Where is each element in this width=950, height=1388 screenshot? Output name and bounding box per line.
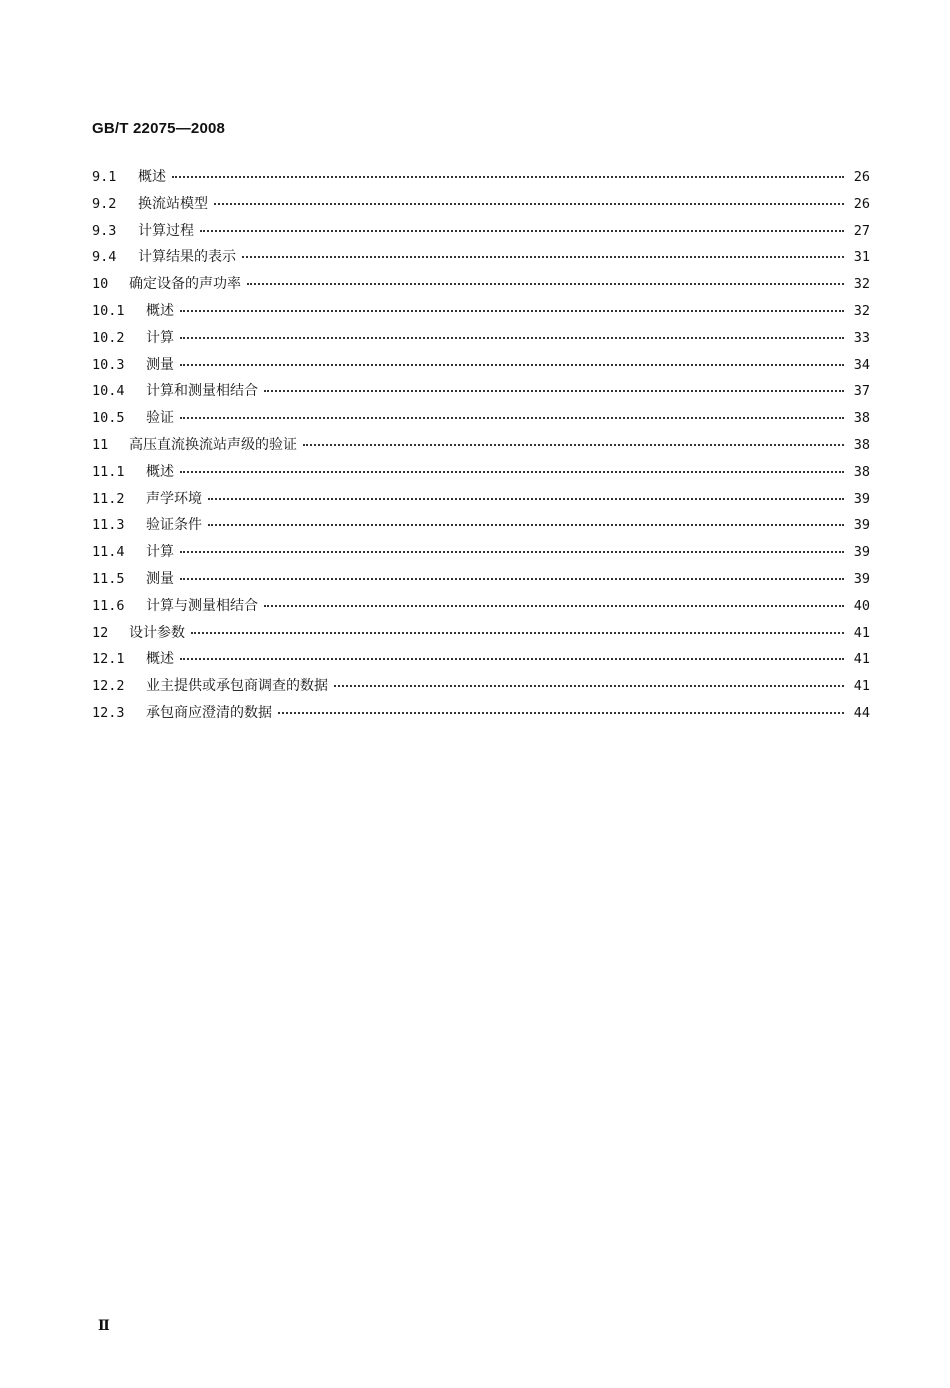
toc-entry-number: 10.5 bbox=[92, 410, 125, 427]
toc-entry bbox=[92, 273, 870, 300]
toc-entry-page: 39 bbox=[853, 544, 870, 561]
toc-entry-number: 12.3 bbox=[92, 704, 125, 721]
toc-entry-page: 38 bbox=[853, 436, 870, 453]
toc-entry-page: 41 bbox=[853, 651, 870, 668]
toc-entry-title: 概述 bbox=[138, 169, 166, 185]
toc-dot-leader bbox=[180, 336, 844, 339]
toc-entry-title: 高压直流换流站声级的验证 bbox=[129, 436, 297, 453]
toc-entry-number: 10.2 bbox=[92, 329, 125, 346]
toc-entry-title: 计算过程 bbox=[138, 222, 194, 239]
toc-entry-page: 39 bbox=[853, 570, 870, 587]
toc-entry-page: 34 bbox=[853, 356, 870, 373]
toc-entry-title: 概述 bbox=[146, 651, 174, 668]
toc-entry-number: 9.4 bbox=[92, 249, 117, 266]
toc-dot-leader bbox=[208, 523, 844, 526]
toc-entry-title: 确定设备的声功率 bbox=[129, 276, 241, 293]
toc-entry-page: 44 bbox=[853, 704, 870, 721]
toc-dot-leader bbox=[278, 711, 844, 714]
toc-dot-leader bbox=[200, 229, 844, 232]
toc-entry-title: 设计参数 bbox=[129, 624, 185, 641]
toc-dot-leader bbox=[247, 282, 844, 285]
toc-entry bbox=[92, 193, 870, 220]
toc-entry bbox=[92, 354, 870, 381]
toc-entry-title: 换流站模型 bbox=[138, 195, 208, 212]
toc-dot-leader bbox=[180, 470, 844, 473]
toc-entry-number: 10 bbox=[92, 276, 109, 293]
toc-entry bbox=[92, 568, 870, 595]
toc-entry-number: 12.2 bbox=[92, 678, 125, 695]
toc-entry-page: 33 bbox=[853, 329, 870, 346]
toc-entry-page: 40 bbox=[853, 597, 870, 614]
toc-dot-leader bbox=[191, 631, 844, 634]
toc-entry-title: 测量 bbox=[146, 356, 174, 373]
toc-dot-leader bbox=[264, 604, 844, 607]
toc-dot-leader bbox=[334, 684, 844, 687]
toc-dot-leader bbox=[180, 309, 844, 312]
toc-dot-leader bbox=[180, 577, 844, 580]
toc-entry-title: 计算 bbox=[146, 544, 174, 561]
toc-entry-title: 验证 bbox=[146, 410, 174, 427]
toc-entry-page: 39 bbox=[853, 517, 870, 534]
toc-entry-page: 38 bbox=[853, 410, 870, 427]
toc-entry bbox=[92, 648, 870, 675]
toc-entry-title: 测量 bbox=[146, 570, 174, 587]
toc-entry-page: 37 bbox=[853, 383, 870, 400]
toc-entry-number: 10.4 bbox=[92, 383, 125, 400]
toc-entry-page: 41 bbox=[853, 624, 870, 641]
toc-entry-page: 31 bbox=[853, 249, 870, 266]
toc-entry-number: 9.3 bbox=[92, 222, 117, 239]
toc-dot-leader bbox=[303, 443, 844, 446]
toc-dot-leader bbox=[180, 416, 844, 419]
toc-entry-number: 11.4 bbox=[92, 544, 125, 561]
toc-entry bbox=[92, 622, 870, 649]
toc-entry bbox=[92, 434, 870, 461]
toc-entry-page: 27 bbox=[853, 222, 870, 239]
toc-entry-page: 26 bbox=[853, 169, 870, 185]
toc-entry-title: 概述 bbox=[146, 463, 174, 480]
toc-entry bbox=[92, 300, 870, 327]
toc-dot-leader bbox=[242, 255, 844, 258]
toc-entry-title: 承包商应澄清的数据 bbox=[146, 704, 272, 721]
toc-entry-title: 计算 bbox=[146, 329, 174, 346]
toc-entry bbox=[92, 595, 870, 622]
toc-entry-page: 26 bbox=[853, 195, 870, 212]
toc-entry-number: 11.6 bbox=[92, 597, 125, 614]
page-number: Ⅱ bbox=[98, 1319, 110, 1334]
toc-entry bbox=[92, 488, 870, 515]
toc-dot-leader bbox=[180, 363, 844, 366]
toc-entry-title: 计算结果的表示 bbox=[138, 249, 236, 266]
table-of-contents bbox=[92, 166, 870, 729]
toc-entry-page: 32 bbox=[853, 276, 870, 293]
toc-dot-leader bbox=[214, 202, 844, 205]
toc-entry-title: 概述 bbox=[146, 302, 174, 319]
toc-entry bbox=[92, 461, 870, 488]
toc-dot-leader bbox=[208, 497, 844, 500]
toc-entry bbox=[92, 675, 870, 702]
toc-dot-leader bbox=[180, 657, 844, 660]
toc-entry-page: 39 bbox=[853, 490, 870, 507]
toc-entry-number: 10.1 bbox=[92, 302, 125, 319]
toc-entry-number: 11.1 bbox=[92, 463, 125, 480]
toc-entry-number: 12 bbox=[92, 624, 109, 641]
toc-entry bbox=[92, 407, 870, 434]
toc-entry-number: 11.5 bbox=[92, 570, 125, 587]
toc-dot-leader bbox=[180, 550, 844, 553]
toc-entry-number: 11 bbox=[92, 436, 109, 453]
toc-entry-number: 11.3 bbox=[92, 517, 125, 534]
toc-entry-number: 9.2 bbox=[92, 195, 117, 212]
toc-entry bbox=[92, 246, 870, 273]
toc-entry-number: 11.2 bbox=[92, 490, 125, 507]
toc-dot-leader bbox=[172, 175, 844, 178]
toc-entry-title: 计算与测量相结合 bbox=[146, 597, 258, 614]
toc-entry bbox=[92, 380, 870, 407]
toc-entry bbox=[92, 166, 870, 193]
toc-entry-page: 38 bbox=[853, 463, 870, 480]
toc-entry bbox=[92, 514, 870, 541]
toc-entry bbox=[92, 702, 870, 729]
toc-entry-page: 41 bbox=[853, 678, 870, 695]
toc-entry-number: 12.1 bbox=[92, 651, 125, 668]
toc-entry-page: 32 bbox=[853, 302, 870, 319]
toc-entry-title: 声学环境 bbox=[146, 490, 202, 507]
toc-entry-title: 验证条件 bbox=[146, 517, 202, 534]
toc-entry bbox=[92, 541, 870, 568]
toc-entry-title: 业主提供或承包商调查的数据 bbox=[146, 678, 328, 695]
toc-entry-title: 计算和测量相结合 bbox=[146, 383, 258, 400]
document-header: GB/T 22075—2008 bbox=[92, 120, 226, 137]
toc-entry-number: 9.1 bbox=[92, 169, 117, 185]
toc-entry-number: 10.3 bbox=[92, 356, 125, 373]
toc-dot-leader bbox=[264, 389, 844, 392]
toc-entry bbox=[92, 327, 870, 354]
toc-entry bbox=[92, 220, 870, 247]
